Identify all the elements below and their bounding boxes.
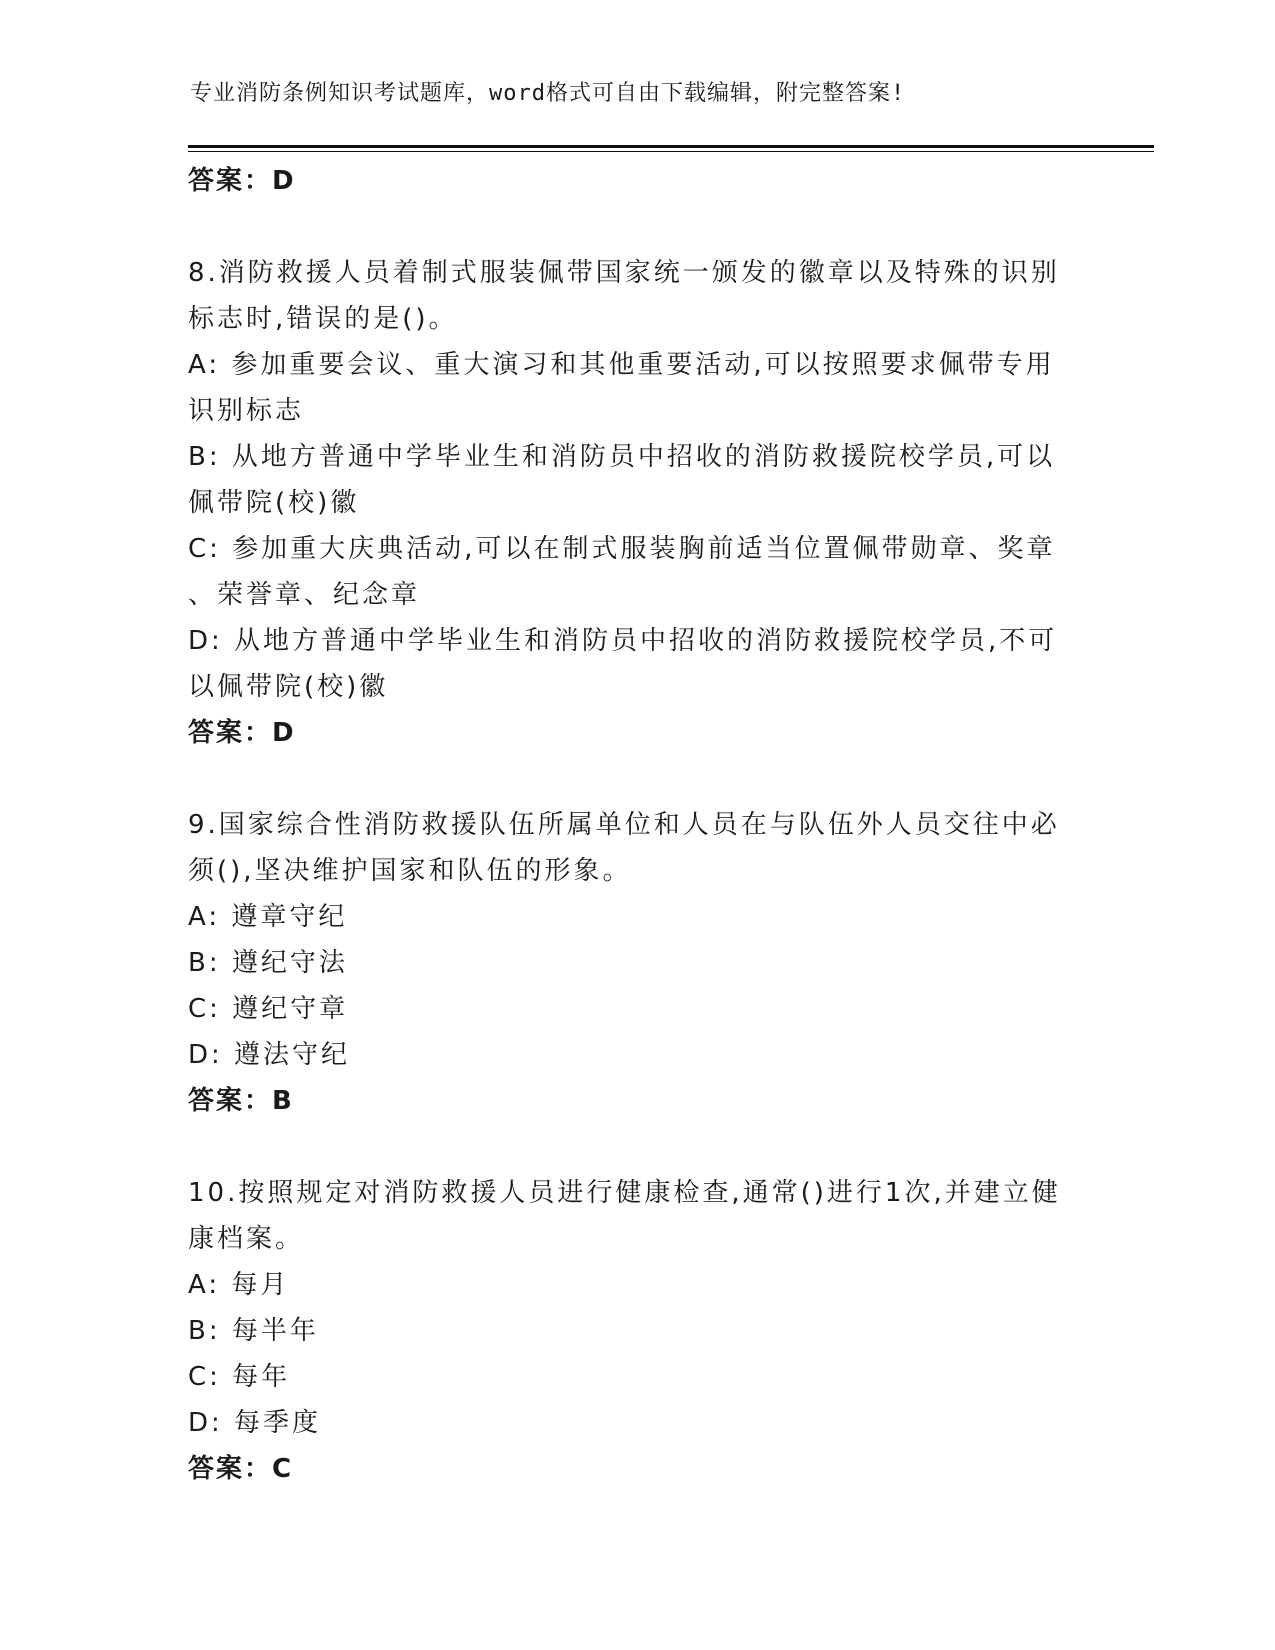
option-d: D: 每季度 bbox=[188, 1408, 322, 1438]
spacer bbox=[188, 756, 1088, 802]
page-header-title: 专业消防条例知识考试题库，word格式可自由下载编辑，附完整答案! bbox=[190, 81, 906, 106]
option-c: C: 参加重大庆典活动,可以在制式服装胸前适当位置佩带勋章、奖章 bbox=[188, 534, 1056, 564]
option-d: D: 遵法守纪 bbox=[188, 1040, 351, 1070]
option-b: B: 从地方普通中学毕业生和消防员中招收的消防救援院校学员,可以 bbox=[188, 442, 1056, 472]
question-stem: 须(),坚决维护国家和队伍的形象。 bbox=[188, 856, 632, 886]
option-b: B: 遵纪守法 bbox=[188, 948, 348, 978]
document-body bbox=[188, 158, 1088, 1492]
question-9 bbox=[188, 802, 1088, 1124]
option-b: B: 每半年 bbox=[188, 1316, 319, 1346]
option-c: C: 每年 bbox=[188, 1362, 291, 1392]
answer-label: 答案：B bbox=[188, 1086, 294, 1116]
option-b: 佩带院(校)徽 bbox=[188, 488, 360, 518]
header-rule-thin bbox=[188, 151, 1154, 152]
answer-label: 答案：C bbox=[188, 1454, 294, 1484]
question-stem: 标志时,错误的是()。 bbox=[188, 304, 458, 334]
answer-label: 答案：D bbox=[188, 718, 296, 748]
question-stem: 10.按照规定对消防救援人员进行健康检查,通常()进行1次,并建立健 bbox=[188, 1178, 1061, 1208]
question-8 bbox=[188, 250, 1088, 756]
question-stem: 8.消防救援人员着制式服装佩带国家统一颁发的徽章以及特殊的识别 bbox=[188, 258, 1060, 288]
option-a: A: 每月 bbox=[188, 1270, 290, 1300]
spacer bbox=[188, 1124, 1088, 1170]
spacer bbox=[188, 204, 1088, 250]
option-a: 识别标志 bbox=[188, 396, 305, 426]
option-d: 以佩带院(校)徽 bbox=[188, 672, 389, 702]
option-c: C: 遵纪守章 bbox=[188, 994, 349, 1024]
header-rule-thick bbox=[188, 145, 1154, 148]
question-stem: 9.国家综合性消防救援队伍所属单位和人员在与队伍外人员交往中必 bbox=[188, 810, 1060, 840]
option-c: 、荣誉章、纪念章 bbox=[188, 580, 421, 610]
option-a: A: 参加重要会议、重大演习和其他重要活动,可以按照要求佩带专用 bbox=[188, 350, 1055, 380]
option-a: A: 遵章守纪 bbox=[188, 902, 348, 932]
option-d: D: 从地方普通中学毕业生和消防员中招收的消防救援院校学员,不可 bbox=[188, 626, 1058, 656]
question-10 bbox=[188, 1170, 1088, 1492]
answer-label: 答案：D bbox=[188, 166, 296, 196]
question-stem: 康档案。 bbox=[188, 1224, 305, 1254]
